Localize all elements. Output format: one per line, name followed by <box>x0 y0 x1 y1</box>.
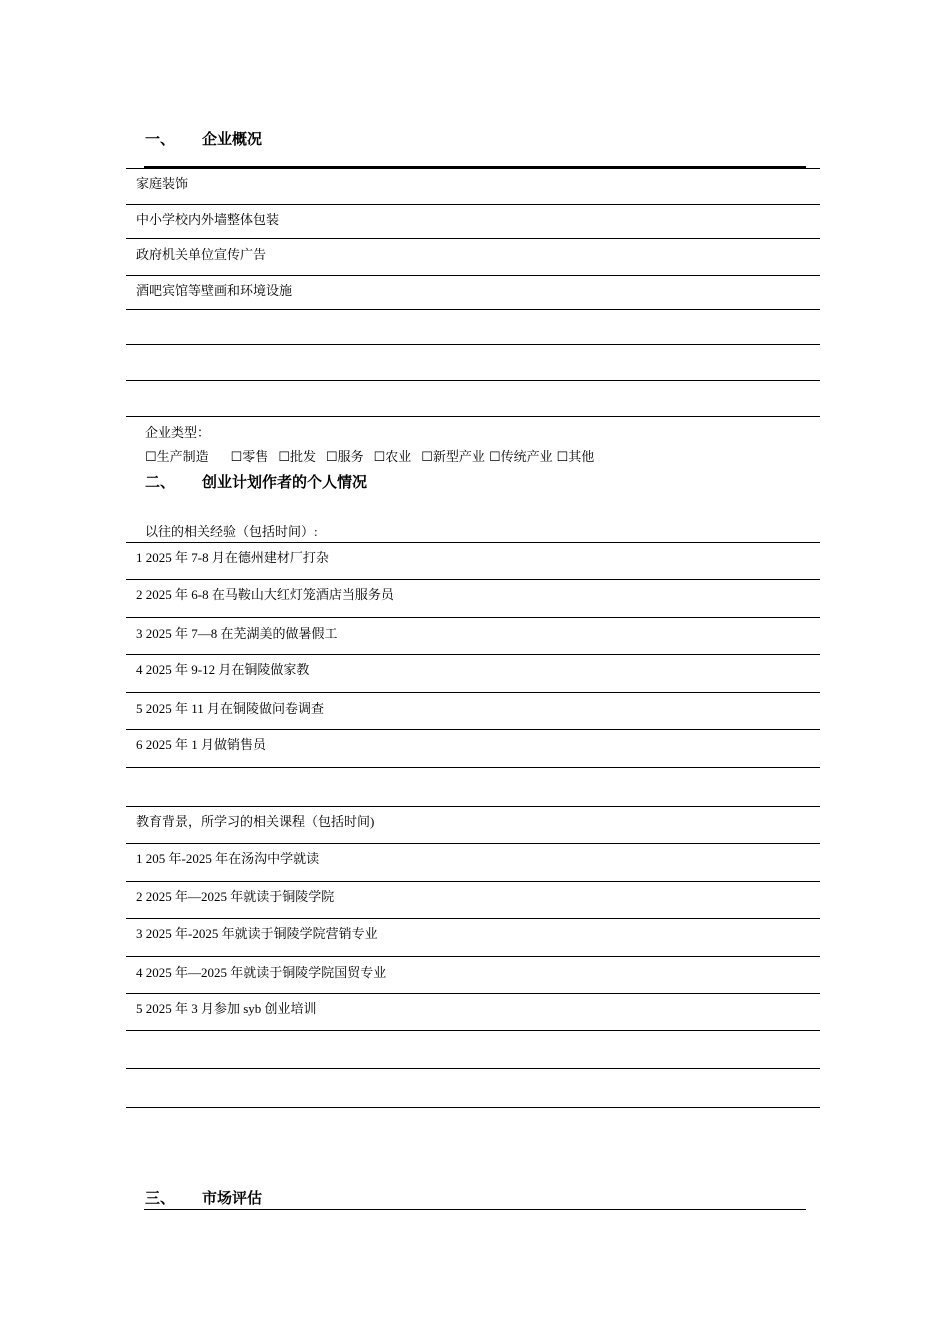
table-line <box>126 806 820 807</box>
table-line <box>126 1030 820 1031</box>
overview-item: 酒吧宾馆等壁画和环境设施 <box>136 283 293 298</box>
experience-item: 6 2025 年 1 月做销售员 <box>136 737 267 752</box>
table-line <box>126 344 820 345</box>
enterprise-type-label: 企业类型： <box>145 425 211 440</box>
table-line <box>126 204 820 205</box>
checkbox-retail[interactable]: ☐零售 <box>230 449 269 464</box>
overview-item: 中小学校内外墙整体包装 <box>136 212 280 227</box>
experience-item: 3 2025 年 7—8 在芜湖美的做暑假工 <box>136 626 338 641</box>
table-line <box>126 692 820 693</box>
section-1-title: 企业概况 <box>202 132 263 148</box>
section-2-title: 创业计划作者的个人情况 <box>202 475 368 491</box>
table-line <box>126 881 820 882</box>
education-item: 5 2025 年 3 月参加 syb 创业培训 <box>136 1001 317 1016</box>
education-item: 2 2025 年—2025 年就读于铜陵学院 <box>136 889 335 904</box>
overview-item: 政府机关单位宣传广告 <box>136 247 267 262</box>
section-3-number: 三、 <box>145 1191 176 1207</box>
table-line <box>126 1068 820 1069</box>
checkbox-traditional-industry[interactable]: ☐传统产业 <box>488 449 553 464</box>
experience-item: 4 2025 年 9-12 月在铜陵做家教 <box>136 662 310 677</box>
table-line <box>126 993 820 994</box>
table-line <box>126 654 820 655</box>
table-line <box>126 918 820 919</box>
experience-label: 以往的相关经验（包括时间）: <box>145 524 318 539</box>
table-line <box>126 843 820 844</box>
experience-item: 1 2025 年 7-8 月在德州建材厂打杂 <box>136 550 329 565</box>
section-2-heading <box>145 471 367 492</box>
table-line <box>126 767 820 768</box>
table-line <box>126 579 820 580</box>
table-line <box>126 956 820 957</box>
education-label: 教育背景，所学习的相关课程（包括时间) <box>136 814 375 829</box>
table-line <box>126 309 820 310</box>
section-3-heading <box>145 1187 262 1208</box>
education-item: 1 205 年-2025 年在汤沟中学就读 <box>136 851 320 866</box>
checkbox-other[interactable]: ☐其他 <box>556 449 595 464</box>
table-line <box>126 238 820 239</box>
enterprise-type-options <box>145 446 604 465</box>
education-item: 3 2025 年-2025 年就读于铜陵学院营销专业 <box>136 926 378 941</box>
section-2-number: 二、 <box>145 475 176 491</box>
table-line <box>126 416 820 417</box>
checkbox-agriculture[interactable]: ☐农业 <box>373 449 412 464</box>
section-3-title: 市场评估 <box>202 1191 263 1207</box>
experience-item: 2 2025 年 6-8 在马鞍山大红灯笼酒店当服务员 <box>136 587 394 602</box>
section-1-number: 一、 <box>145 132 176 148</box>
checkbox-manufacturing[interactable]: ☐生产制造 <box>145 449 209 464</box>
table-line <box>126 729 820 730</box>
table-line <box>126 168 820 169</box>
checkbox-service[interactable]: ☐服务 <box>325 449 364 464</box>
overview-item: 家庭装饰 <box>136 176 189 191</box>
table-line <box>126 275 820 276</box>
section-1-heading <box>145 128 262 149</box>
experience-item: 5 2025 年 11 月在铜陵做问卷调查 <box>136 701 325 716</box>
education-item: 4 2025 年—2025 年就读于铜陵学院国贸专业 <box>136 965 387 980</box>
checkbox-new-industry[interactable]: ☐新型产业 <box>421 449 485 464</box>
table-line <box>126 1107 820 1108</box>
table-line <box>126 617 820 618</box>
table-line <box>126 380 820 381</box>
table-line <box>126 542 820 543</box>
checkbox-wholesale[interactable]: ☐批发 <box>278 449 316 464</box>
section-3-rule <box>144 1209 806 1210</box>
